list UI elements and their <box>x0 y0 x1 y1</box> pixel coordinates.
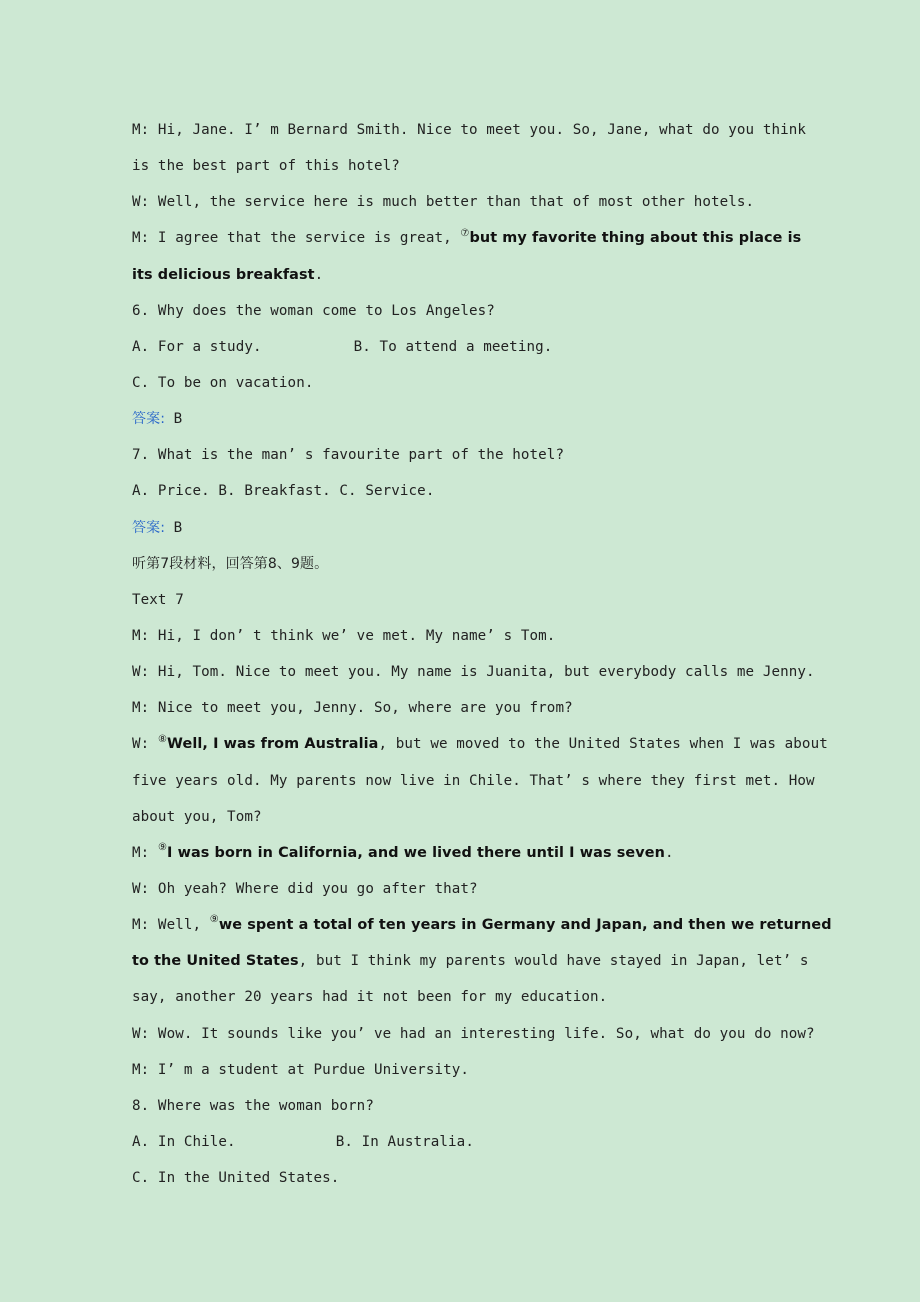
text-line: W: ⑧Well, I was from Australia, but we moved to the United States when I was about <box>132 733 828 753</box>
bold-text: we spent a total of ten years in Germany and Japan, and then we returned <box>218 917 832 934</box>
options-line: A. In Chile. B. In Australia. <box>132 1133 474 1150</box>
text-line: M: I’ m a student at Purdue University. <box>132 1061 470 1078</box>
text-line: is the best part of this hotel? <box>132 158 400 175</box>
text-line: M: Well, ⑨we spent a total of ten years in Germany and Japan, and then we returned <box>132 914 832 934</box>
text-line: M: I agree that the service is great, ⑦but my favorite thing about this place is <box>132 227 802 247</box>
bold-text: to the United States <box>132 953 299 970</box>
text-heading: Text 7 <box>132 591 184 608</box>
text-line: M: ⑨I was born in California, and we lived there until I was seven. <box>132 842 674 861</box>
options-line: C. To be on vacation. <box>132 374 314 391</box>
bold-text: but my favorite thing about this place is <box>469 230 802 247</box>
options-line: A. Price. B. Breakfast. C. Service. <box>132 483 435 500</box>
text-line: W: Wow. It sounds like you’ ve had an interesting life. So, what do you do now? <box>132 1025 815 1042</box>
text-line: its delicious breakfast. <box>132 266 324 283</box>
answer-line <box>132 401 822 437</box>
text-line: about you, Tom? <box>132 808 262 825</box>
answer-label: 答案: <box>132 519 166 536</box>
text-line: W: Hi, Tom. Nice to meet you. My name is Juanita, but everybody calls me Jenny. <box>132 664 815 681</box>
bold-text: Well, I was from Australia <box>167 736 379 753</box>
bold-text: I was born in California, and we lived there until I was seven <box>167 844 665 861</box>
section-instruction: 听第7段材料，回答第8、9题。 <box>132 555 329 572</box>
document-page <box>132 112 832 1196</box>
options-line: C. In the United States. <box>132 1170 340 1187</box>
text-line: W: Oh yeah? Where did you go after that? <box>132 880 478 897</box>
circled-marker: ⑧ <box>157 733 168 745</box>
text-line: five years old. My parents now live in Chile. That’ s where they first met. How <box>132 772 815 789</box>
text-line: M: Nice to meet you, Jenny. So, where are you from? <box>132 700 573 717</box>
text-line: to the United States, but I think my parents would have stayed in Japan, let’ s <box>132 953 809 970</box>
question-6: 6. Why does the woman come to Los Angeles? <box>132 302 495 319</box>
text-line: say, another 20 years had it not been for my education. <box>132 989 608 1006</box>
circled-marker: ⑦ <box>460 227 470 239</box>
bold-text: its delicious breakfast <box>132 266 315 283</box>
options-line: A. For a study. B. To attend a meeting. <box>132 338 553 355</box>
circled-marker: ⑨ <box>157 842 168 854</box>
text-line: M: Hi, I don’ t think we’ ve met. My name’ s Tom. <box>132 627 556 644</box>
question-7: 7. What is the man’ s favourite part of the hotel? <box>132 447 565 464</box>
question-8: 8. Where was the woman born? <box>132 1097 374 1114</box>
circled-marker: ⑨ <box>209 914 219 926</box>
answer-value: B <box>165 519 183 536</box>
text-line: W: Well, the service here is much better than that of most other hotels. <box>132 194 755 211</box>
text-line: M: Hi, Jane. I’ m Bernard Smith. Nice to meet you. So, Jane, what do you think <box>132 122 807 138</box>
answer-label: 答案: <box>132 411 166 428</box>
answer-value: B <box>165 411 183 428</box>
answer-line <box>132 510 822 546</box>
